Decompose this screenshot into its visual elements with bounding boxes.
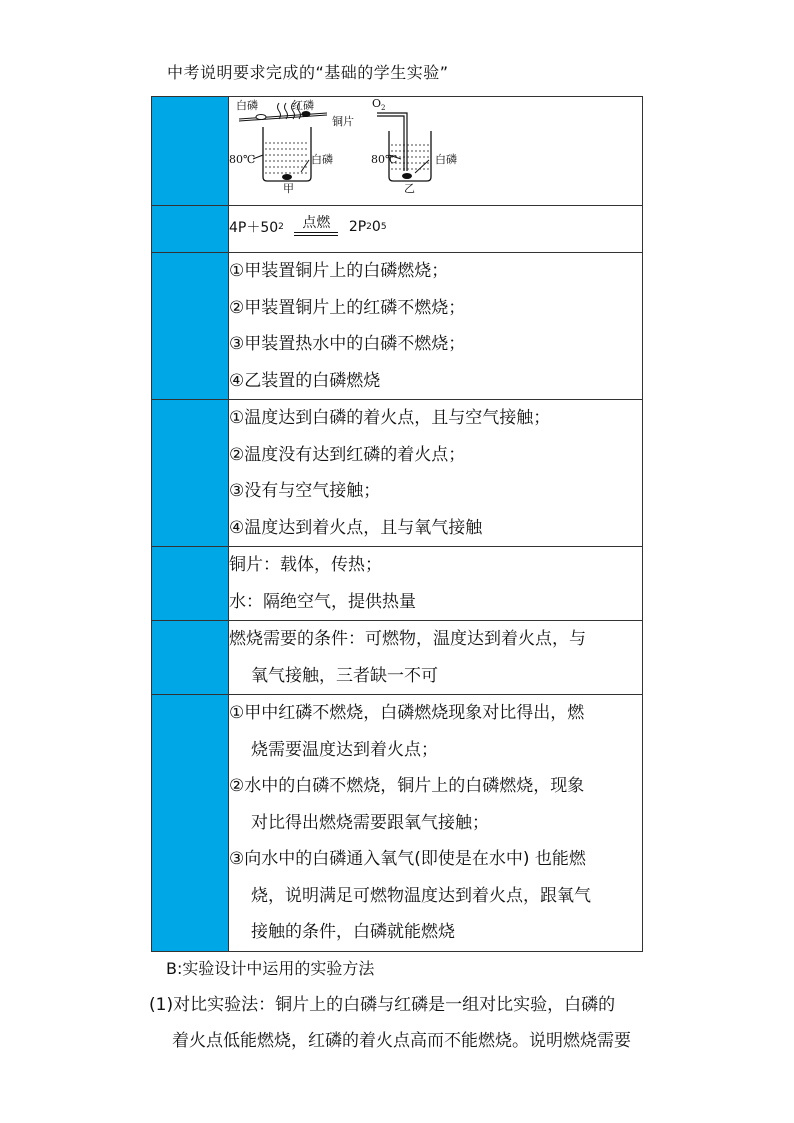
chemical-equation: 4P＋502 点燃 2P205: [229, 206, 642, 252]
yi-temp-label: 80℃: [371, 153, 398, 166]
note-line: 对比得出燃烧需要跟氧气接触；: [251, 812, 489, 833]
conclusion-cell: [229, 621, 643, 695]
jia-bottom-p-label: 白磷: [311, 153, 333, 166]
yi-bottom-phosphorus: [403, 174, 412, 179]
note-line: ③向水中的白磷通入氧气(即使是在水中) 也能燃: [229, 849, 586, 869]
phenomenon-item: ③甲装置热水中的白磷不燃烧；: [229, 334, 466, 354]
row-roles: [152, 547, 643, 621]
jia-beaker: [239, 103, 327, 181]
row-header-cell: [152, 400, 229, 547]
note-line: 烧需要温度达到着火点；: [251, 739, 438, 760]
note-line: 烧，说明满足可燃物温度达到着火点，跟氧气: [251, 885, 591, 906]
row-diagram: [152, 97, 643, 206]
row-header-cell: [152, 621, 229, 695]
jia-white-p-label: 白磷: [236, 99, 258, 112]
role-item: 水：隔绝空气，提供热量: [229, 591, 416, 612]
section-b-heading: B:实验设计中运用的实验方法: [166, 959, 375, 978]
conclusion-line: 燃烧需要的条件：可燃物，温度达到着火点，与: [229, 629, 586, 649]
jia-red-p-label: 红磷: [292, 99, 314, 112]
role-item: 铜片：载体，传热；: [229, 555, 382, 575]
yi-beaker: [377, 113, 431, 181]
analysis-item: ③没有与空气接触；: [229, 481, 381, 501]
row-notes: [152, 695, 643, 952]
yi-o2-label: $O_2$: [372, 97, 386, 112]
method-text-line: (1)对比实验法：铜片上的白磷与红磷是一组对比实验，白磷的: [149, 995, 616, 1015]
jia-water: [265, 143, 309, 173]
jia-bottom-phosphorus: [283, 175, 292, 180]
white-phosphorus-piece: [256, 115, 266, 120]
conclusion-line: 氧气接触，三者缺一不可: [251, 665, 438, 686]
row-header-cell: [152, 695, 229, 952]
row-header-cell: [152, 97, 229, 206]
equation-cell: [229, 206, 643, 253]
row-header-cell: [152, 547, 229, 621]
phenomenon-item: ④乙装置的白磷燃烧: [229, 370, 381, 391]
method-text-line: 着火点低能燃烧，红磷的着火点高而不能燃烧。说明燃烧需要: [172, 1031, 631, 1051]
reaction-arrow: 点燃: [294, 214, 338, 240]
row-header-cell: [152, 253, 229, 400]
yi-caption: 乙: [404, 182, 415, 195]
yi-bottom-p-label: 白磷: [435, 153, 457, 166]
page-title: 中考说明要求完成的“基础的学生实验”: [167, 63, 449, 82]
note-line: 接触的条件，白磷就能燃烧: [251, 922, 455, 942]
analysis-cell: [229, 400, 643, 547]
row-phenomena: [152, 253, 643, 400]
apparatus-diagram: [229, 97, 629, 205]
note-line: ②水中的白磷不燃烧，铜片上的白磷燃烧，现象: [229, 776, 585, 796]
phenomena-cell: [229, 253, 643, 400]
diagram-cell: [229, 97, 643, 206]
analysis-item: ②温度没有达到红磷的着火点；: [229, 444, 466, 465]
row-equation: [152, 206, 643, 253]
roles-cell: [229, 547, 643, 621]
row-analysis: [152, 400, 643, 547]
row-header-cell: [152, 206, 229, 253]
red-phosphorus-piece: [302, 112, 310, 117]
phenomenon-item: ①甲装置铜片上的白磷燃烧；: [229, 261, 449, 281]
jia-copper-label: 铜片: [332, 115, 354, 128]
phenomenon-item: ②甲装置铜片上的红磷不燃烧；: [229, 297, 466, 318]
analysis-item: ①温度达到白磷的着火点，且与空气接触；: [229, 408, 551, 428]
experiment-table: [151, 96, 643, 952]
notes-cell: [229, 695, 643, 952]
row-conclusion: [152, 621, 643, 695]
jia-caption: 甲: [283, 182, 294, 195]
jia-temp-label: 80℃: [229, 153, 256, 166]
analysis-item: ④温度达到着火点，且与氧气接触: [229, 517, 483, 538]
note-line: ①甲中红磷不燃烧，白磷燃烧现象对比得出，燃: [229, 703, 585, 723]
